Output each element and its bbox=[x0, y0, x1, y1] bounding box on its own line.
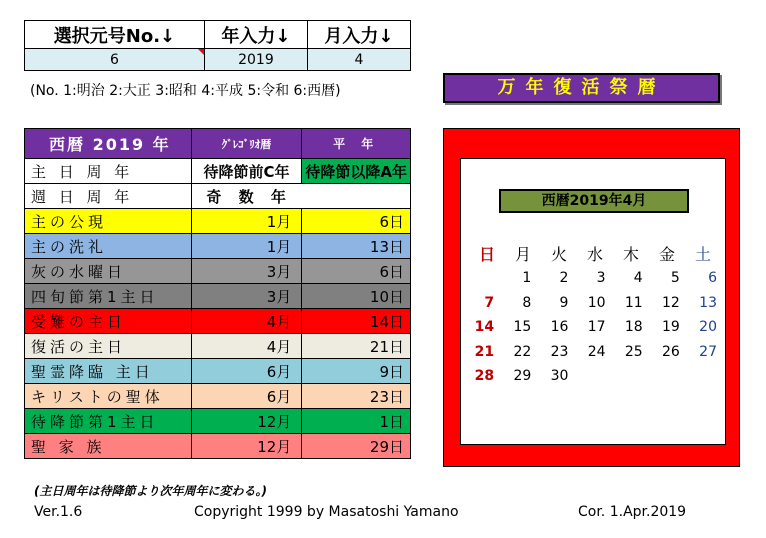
feast-row bbox=[25, 359, 411, 384]
calendar-type: ｸﾞﾚｺﾞﾘｵ暦 bbox=[191, 129, 302, 159]
feast-month: 1月 bbox=[191, 234, 302, 259]
calendar-day[interactable]: 28 bbox=[474, 368, 495, 384]
weekday-cycle-value: 奇 数 年 bbox=[191, 184, 302, 209]
calendar-day[interactable]: 11 bbox=[624, 294, 643, 311]
calendar-day[interactable]: 5 bbox=[670, 270, 680, 286]
era-number-note: (No. 1:明治 2:大正 3:昭和 4:平成 5:令和 6:西暦) bbox=[30, 83, 341, 99]
calendar-day[interactable]: 30 bbox=[550, 368, 569, 384]
feast-day: 6日 bbox=[302, 209, 411, 234]
feast-month: 3月 bbox=[191, 259, 302, 284]
era-number-input[interactable]: 6 bbox=[25, 49, 205, 71]
calendar-day bbox=[614, 364, 651, 389]
calendar-day[interactable]: 1 bbox=[522, 270, 532, 286]
feast-day: 1日 bbox=[302, 409, 411, 434]
calendar-week-row bbox=[465, 291, 725, 316]
weekday-label: 土 bbox=[694, 245, 711, 264]
feast-name: 主の公現 bbox=[25, 209, 192, 234]
calendar-day[interactable]: 27 bbox=[699, 343, 717, 360]
weekday-cycle-blank bbox=[302, 184, 411, 209]
calendar-day bbox=[465, 266, 502, 291]
feast-row bbox=[25, 259, 411, 284]
feast-name: 受難の主日 bbox=[25, 309, 192, 334]
feast-row bbox=[25, 334, 411, 359]
feast-row bbox=[25, 409, 411, 434]
month-input[interactable]: 4 bbox=[307, 49, 410, 71]
calendar-day[interactable]: 20 bbox=[699, 319, 717, 335]
feast-name: 復活の主日 bbox=[25, 334, 192, 359]
feast-name: 四旬節第1主日 bbox=[25, 284, 192, 309]
year-input-header: 年入力↓ bbox=[204, 21, 307, 49]
calendar-dates-grid bbox=[465, 266, 725, 389]
feast-row bbox=[25, 284, 411, 309]
calendar-day bbox=[688, 364, 725, 389]
weekday-label: 金 bbox=[658, 245, 675, 264]
feast-rows bbox=[25, 209, 411, 459]
version-label: Ver.1.6 bbox=[34, 504, 83, 520]
feast-row bbox=[25, 384, 411, 409]
feast-name: キリストの聖体 bbox=[25, 384, 192, 409]
feast-row bbox=[25, 209, 411, 234]
feast-month: 6月 bbox=[191, 359, 302, 384]
calendar-day[interactable]: 12 bbox=[662, 294, 680, 311]
month-input-header: 月入力↓ bbox=[307, 21, 410, 49]
calendar-day[interactable]: 15 bbox=[513, 319, 532, 335]
feast-name: 聖 家 族 bbox=[25, 434, 192, 459]
year-label: 西暦 2019 年 bbox=[25, 129, 192, 159]
calendar-day[interactable]: 24 bbox=[587, 343, 606, 360]
calendar-day[interactable]: 21 bbox=[474, 343, 495, 360]
feast-day: 10日 bbox=[302, 284, 411, 309]
feast-name: 主の洗礼 bbox=[25, 234, 192, 259]
calendar-day bbox=[651, 364, 688, 389]
feast-row bbox=[25, 234, 411, 259]
feast-month: 4月 bbox=[191, 309, 302, 334]
sunday-cycle-before: 待降節前C年 bbox=[191, 159, 302, 184]
calendar-day[interactable]: 10 bbox=[587, 294, 606, 311]
feast-row bbox=[25, 309, 411, 334]
feast-day: 14日 bbox=[302, 309, 411, 334]
calendar-week-row bbox=[465, 315, 725, 340]
calendar-day[interactable]: 16 bbox=[550, 319, 569, 335]
weekday-label: 水 bbox=[586, 245, 603, 264]
calendar-day[interactable]: 6 bbox=[708, 270, 717, 286]
feast-table bbox=[24, 128, 411, 459]
feast-month: 3月 bbox=[191, 284, 302, 309]
feast-day: 23日 bbox=[302, 384, 411, 409]
footnote: (主日周年は待降節より次年周年に変わる。) bbox=[34, 484, 267, 498]
calendar-day[interactable]: 17 bbox=[587, 319, 606, 335]
calendar-month-title: 西暦2019年4月 bbox=[499, 189, 689, 213]
feast-month: 6月 bbox=[191, 384, 302, 409]
calendar-day[interactable]: 7 bbox=[484, 294, 495, 311]
feast-name: 灰の水曜日 bbox=[25, 259, 192, 284]
calendar-day[interactable]: 18 bbox=[624, 319, 643, 335]
year-input[interactable]: 2019 bbox=[204, 49, 307, 71]
calendar-day[interactable]: 9 bbox=[559, 294, 569, 311]
app-title: 万年復活祭暦 bbox=[443, 73, 720, 103]
sunday-cycle-after: 待降節以降A年 bbox=[302, 159, 411, 184]
calendar-day[interactable]: 4 bbox=[633, 270, 643, 286]
weekday-cycle-label: 週 日 周 年 bbox=[25, 184, 192, 209]
weekday-label: 火 bbox=[550, 245, 567, 264]
calendar-day[interactable]: 3 bbox=[596, 270, 606, 286]
feast-day: 9日 bbox=[302, 359, 411, 384]
calendar-frame bbox=[443, 128, 740, 467]
calendar-day[interactable]: 26 bbox=[662, 343, 680, 360]
calendar-day[interactable]: 8 bbox=[522, 294, 532, 311]
correction-date: Cor. 1.Apr.2019 bbox=[578, 504, 687, 520]
weekday-header-row bbox=[469, 242, 721, 266]
calendar-day[interactable]: 14 bbox=[474, 319, 495, 335]
weekday-label: 木 bbox=[622, 245, 639, 264]
feast-name: 待降節第1主日 bbox=[25, 409, 192, 434]
weekday-label: 月 bbox=[514, 245, 531, 264]
year-type: 平 年 bbox=[302, 129, 411, 159]
calendar-day[interactable]: 25 bbox=[624, 343, 643, 360]
calendar-day[interactable]: 22 bbox=[513, 343, 532, 360]
calendar-day[interactable]: 2 bbox=[559, 270, 569, 286]
calendar-day bbox=[576, 364, 613, 389]
copyright-label: Copyright 1999 by Masatoshi Yamano bbox=[194, 504, 459, 520]
calendar-week-row bbox=[465, 364, 725, 389]
feast-month: 4月 bbox=[191, 334, 302, 359]
feast-row bbox=[25, 434, 411, 459]
feast-day: 29日 bbox=[302, 434, 411, 459]
calendar-panel bbox=[460, 158, 726, 445]
calendar-week-row bbox=[465, 340, 725, 365]
calendar-day[interactable]: 19 bbox=[662, 319, 680, 335]
weekday-label: 日 bbox=[478, 245, 495, 264]
feast-day: 13日 bbox=[302, 234, 411, 259]
feast-month: 12月 bbox=[191, 434, 302, 459]
feast-name: 聖霊降臨 主日 bbox=[25, 359, 192, 384]
feast-day: 6日 bbox=[302, 259, 411, 284]
calendar-week-row bbox=[465, 266, 725, 291]
calendar-day[interactable]: 23 bbox=[550, 343, 569, 360]
calendar-day[interactable]: 13 bbox=[699, 294, 717, 311]
feast-day: 21日 bbox=[302, 334, 411, 359]
feast-month: 1月 bbox=[191, 209, 302, 234]
feast-month: 12月 bbox=[191, 409, 302, 434]
era-number-header: 選択元号No.↓ bbox=[25, 21, 205, 49]
calendar-day[interactable]: 29 bbox=[513, 368, 532, 384]
input-table bbox=[24, 20, 411, 71]
sunday-cycle-label: 主 日 周 年 bbox=[25, 159, 192, 184]
